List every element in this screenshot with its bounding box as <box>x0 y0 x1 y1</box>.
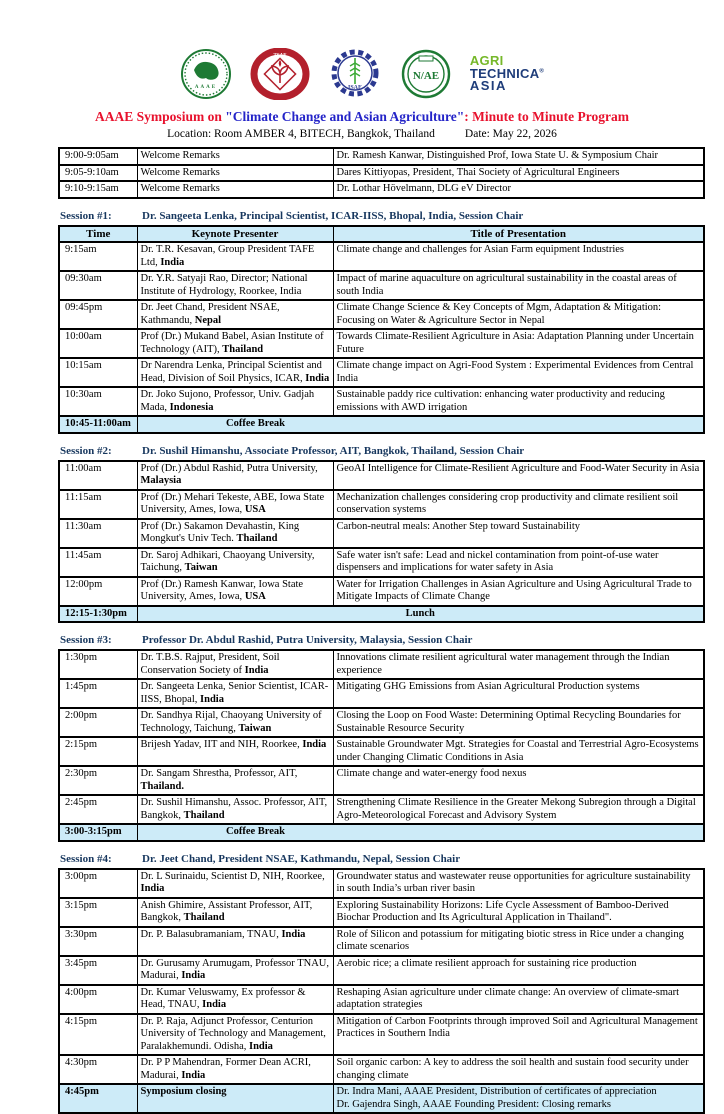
title-cell: Reshaping Asian agriculture under climate change: An overview of climate-smart adaptation strategies <box>333 985 704 1014</box>
title-cell: Climate Change Science & Key Concepts of Mgm, Adaptation & Mitigation: Focusing on Water & Agriculture Sector in Nepal <box>333 300 704 329</box>
table-row <box>59 737 704 766</box>
time-cell: 10:45-11:00am <box>59 416 137 433</box>
presenter-cell: Dr. P. Balasubramaniam, TNAU, India <box>137 927 333 956</box>
title-cell: Mitigating GHG Emissions from Asian Agricultural Production systems <box>333 679 704 708</box>
closing-detail-line1: Dr. Indra Mani, AAAE President, Distribution of certificates of appreciation <box>337 1086 701 1099</box>
break-label-cell: Lunch <box>137 606 704 623</box>
location-date-line <box>0 128 724 140</box>
title-cell: Impact of marine aquaculture on agricultural sustainability in the coastal areas of south India <box>333 271 704 300</box>
session-label: Session #3: <box>60 634 142 647</box>
title-cell: Soil organic carbon: A key to address the soil health and sustain food security under changing climate <box>333 1055 704 1084</box>
time-cell: 11:15am <box>59 490 137 519</box>
welcome-remarks-table <box>58 147 705 199</box>
presenter-cell: Dr. P P Mahendran, Former Dean ACRI, Madurai, India <box>137 1055 333 1084</box>
time-cell: 09:30am <box>59 271 137 300</box>
time-cell: 10:15am <box>59 358 137 387</box>
session-chair: Dr. Sangeeta Lenka, Principal Scientist, ICAR-IISS, Bhopal, India, Session Chair <box>142 210 523 223</box>
title-cell: Climate change impact on Agri-Food System : Experimental Evidences from Central India <box>333 358 704 387</box>
time-cell: 9:00-9:05am <box>59 148 137 165</box>
table-row <box>59 956 704 985</box>
time-cell: 09:45pm <box>59 300 137 329</box>
presenter-cell: Prof (Dr.) Mehari Tekeste, ABE, Iowa State University, Ames, Iowa, USA <box>137 490 333 519</box>
session-chair: Professor Dr. Abdul Rashid, Putra University, Malaysia, Session Chair <box>142 634 472 647</box>
coffee-break-row <box>59 416 704 433</box>
detail-cell: Dares Kittiyopas, President, Thai Society of Agricultural Engineers <box>333 165 704 182</box>
time-cell: 2:15pm <box>59 737 137 766</box>
presenter-cell: Dr. Joko Sujono, Professor, Univ. Gadjah Mada, Indonesia <box>137 387 333 416</box>
presenter-cell: Dr. Sangam Shrestha, Professor, AIT, Thailand. <box>137 766 333 795</box>
table-row <box>59 490 704 519</box>
aaae-logo <box>180 48 232 100</box>
title-column-header: Title of Presentation <box>333 226 704 243</box>
session-2-header <box>60 445 724 458</box>
time-cell: 4:45pm <box>59 1084 137 1113</box>
table-row <box>59 766 704 795</box>
time-cell: 1:45pm <box>59 679 137 708</box>
agritechnica-logo-line1: AGRI <box>470 55 544 67</box>
time-cell: 9:10-9:15am <box>59 181 137 198</box>
table-row <box>59 650 704 679</box>
title-cell: Sustainable paddy rice cultivation: enhancing water productivity and reducing emissions with AWD irrigation <box>333 387 704 416</box>
detail-cell: Dr. Lothar Hövelmann, DLG eV Director <box>333 181 704 198</box>
presenter-cell: Prof (Dr.) Mukand Babel, Asian Institute of Technology (AIT), Thailand <box>137 329 333 358</box>
coffee-break-row <box>59 824 704 841</box>
time-cell: 11:30am <box>59 519 137 548</box>
title-cell: Groundwater status and wastewater reuse opportunities for agriculture sustainability in south India’s urban river basin <box>333 869 704 898</box>
table-row <box>59 271 704 300</box>
aaae-logo-text: AAAE <box>195 85 217 90</box>
event-cell: Symposium closing <box>137 1084 333 1113</box>
presenter-cell: Dr. Jeet Chand, President NSAE, Kathmandu, Nepal <box>137 300 333 329</box>
presenter-cell: Dr. L Surinaidu, Scientist D, NIH, Roorkee, India <box>137 869 333 898</box>
tsae-logo <box>250 48 310 100</box>
time-cell: 3:15pm <box>59 898 137 927</box>
table-row <box>59 927 704 956</box>
table-row <box>59 358 704 387</box>
session-4-header <box>60 853 724 866</box>
logo-strip <box>0 48 724 100</box>
presenter-cell: Dr. Sushil Himanshu, Assoc. Professor, AIT, Bangkok, Thailand <box>137 795 333 824</box>
presenter-cell: Prof (Dr.) Ramesh Kanwar, Iowa State University, Ames, Iowa, USA <box>137 577 333 606</box>
title-cell: Climate change and water-energy food nexus <box>333 766 704 795</box>
tsae-logo-text: TSAE <box>273 54 287 59</box>
time-cell: 2:30pm <box>59 766 137 795</box>
time-cell: 4:30pm <box>59 1055 137 1084</box>
title-cell: Strengthening Climate Resilience in the Greater Mekong Subregion through a Digital Agro-Meteorological Forecast and Advisory System <box>333 795 704 824</box>
session-1-header <box>60 210 724 223</box>
table-row <box>59 300 704 329</box>
table-row <box>59 1014 704 1056</box>
time-cell: 3:00-3:15pm <box>59 824 137 841</box>
table-row <box>59 519 704 548</box>
table-row <box>59 165 704 182</box>
title-cell: Aerobic rice; a climate resilient approach for sustaining rice production <box>333 956 704 985</box>
time-cell: 2:45pm <box>59 795 137 824</box>
title-cell: Water for Irrigation Challenges in Asian Agriculture and Using Agricultural Trade to Mitigate Impacts of Climate Change <box>333 577 704 606</box>
table-row <box>59 461 704 490</box>
time-cell: 9:05-9:10am <box>59 165 137 182</box>
title-cell: Towards Climate-Resilient Agriculture in Asia: Adaptation Planning under Uncertain Future <box>333 329 704 358</box>
title-cell: Innovations climate resilient agricultural water management through the Indian experience <box>333 650 704 679</box>
symposium-closing-row <box>59 1084 704 1113</box>
session-label: Session #2: <box>60 445 142 458</box>
session-3-header <box>60 634 724 647</box>
title-cell: Safe water isn't safe: Lead and nickel contamination from point-of-use water dispensers and implications for water safety in Asia <box>333 548 704 577</box>
presenter-cell: Dr. Kumar Veluswamy, Ex professor & Head, TNAU, India <box>137 985 333 1014</box>
table-row <box>59 795 704 824</box>
page-title: AAAE Symposium on "Climate Change and Asian Agriculture": Minute to Minute Program <box>0 109 724 125</box>
time-cell: 11:45am <box>59 548 137 577</box>
table-row <box>59 148 704 165</box>
agritechnica-logo-line3: ASIA <box>470 80 544 92</box>
closing-detail-line2: Dr. Gajendra Singh, AAAE Founding President: Closing remarks <box>337 1099 701 1112</box>
table-row <box>59 329 704 358</box>
date-text: Date: May 22, 2026 <box>465 128 557 140</box>
break-label-cell: Coffee Break <box>137 416 704 433</box>
time-cell: 10:30am <box>59 387 137 416</box>
title-cell: Mechanization challenges considering crop productivity and climate resilient soil conservation systems <box>333 490 704 519</box>
presenter-cell: Dr. Sangeeta Lenka, Senior Scientist, ICAR-IISS, Bhopal, India <box>137 679 333 708</box>
closing-detail-cell <box>333 1084 704 1113</box>
session-2-table <box>58 460 705 624</box>
time-cell: 1:30pm <box>59 650 137 679</box>
break-label-cell: Coffee Break <box>137 824 704 841</box>
table-row <box>59 548 704 577</box>
presenter-cell: Dr Narendra Lenka, Principal Scientist and Head, Division of Soil Physics, ICAR, India <box>137 358 333 387</box>
table-row <box>59 242 704 271</box>
time-cell: 2:00pm <box>59 708 137 737</box>
agritechnica-logo-line2: TECHNICA® <box>470 68 544 80</box>
nae-logo <box>400 48 452 100</box>
presenter-cell: Dr. Sandhya Rijal, Chaoyang University of Technology, Taichung, Taiwan <box>137 708 333 737</box>
table-row <box>59 387 704 416</box>
location-text: Location: Room AMBER 4, BITECH, Bangkok, Thailand <box>167 128 435 140</box>
registered-mark-icon: ® <box>539 69 544 75</box>
presenter-column-header: Keynote Presenter <box>137 226 333 243</box>
table-row <box>59 869 704 898</box>
time-cell: 9:15am <box>59 242 137 271</box>
presenter-cell: Dr. T.B.S. Rajput, President, Soil Conservation Society of India <box>137 650 333 679</box>
session-label: Session #1: <box>60 210 142 223</box>
time-cell: 4:00pm <box>59 985 137 1014</box>
title-cell: Closing the Loop on Food Waste: Determining Optimal Recycling Boundaries for Sustainable Resource Security <box>333 708 704 737</box>
title-cell: Sustainable Groundwater Mgt. Strategies for Coastal and Terrestrial Agro-Ecosystems under Changing Climatic Conditions in Asia <box>333 737 704 766</box>
time-cell: 10:00am <box>59 329 137 358</box>
session-chair: Dr. Sushil Himanshu, Associate Professor, AIT, Bangkok, Thailand, Session Chair <box>142 445 524 458</box>
time-cell: 3:45pm <box>59 956 137 985</box>
lunch-row <box>59 606 704 623</box>
session-chair: Dr. Jeet Chand, President NSAE, Kathmandu, Nepal, Session Chair <box>142 853 460 866</box>
presenter-cell: Dr. P. Raja, Adjunct Professor, Centurion University of Technology and Management, Paralakhemundi. Odisha, India <box>137 1014 333 1056</box>
presenter-cell: Dr. Y.R. Satyaji Rao, Director; National Institute of Hydrology, Roorkee, India <box>137 271 333 300</box>
isae-logo-text: ISAE <box>348 85 362 91</box>
presenter-cell: Prof (Dr.) Sakamon Devahastin, King Mongkut's Univ Tech. Thailand <box>137 519 333 548</box>
time-cell: 3:00pm <box>59 869 137 898</box>
detail-cell: Dr. Ramesh Kanwar, Distinguished Prof, Iowa State U. & Symposium Chair <box>333 148 704 165</box>
table-row <box>59 708 704 737</box>
event-cell: Welcome Remarks <box>137 165 333 182</box>
table-row <box>59 679 704 708</box>
title-cell: Climate change and challenges for Asian Farm equipment Industries <box>333 242 704 271</box>
time-cell: 12:00pm <box>59 577 137 606</box>
event-cell: Welcome Remarks <box>137 181 333 198</box>
table-row <box>59 1055 704 1084</box>
presenter-cell: Dr. T.R. Kesavan, Group President TAFE Ltd, India <box>137 242 333 271</box>
title-cell: Exploring Sustainability Horizons: Life Cycle Assessment of Bamboo-Derived Biochar Production and Its Agricultural Application in Thailand". <box>333 898 704 927</box>
session-label: Session #4: <box>60 853 142 866</box>
session-4-table <box>58 868 705 1114</box>
event-cell: Welcome Remarks <box>137 148 333 165</box>
presenter-cell: Dr. Gurusamy Arumugam, Professor TNAU, Madurai, India <box>137 956 333 985</box>
title-cell: Role of Silicon and potassium for mitigating biotic stress in Rice under a changing climate scenarios <box>333 927 704 956</box>
presenter-cell: Prof (Dr.) Abdul Rashid, Putra University, Malaysia <box>137 461 333 490</box>
agritechnica-asia-logo <box>470 55 544 92</box>
time-cell: 3:30pm <box>59 927 137 956</box>
time-cell: 12:15-1:30pm <box>59 606 137 623</box>
table-row <box>59 985 704 1014</box>
session-3-table <box>58 649 705 842</box>
column-header-row <box>59 226 704 243</box>
presenter-cell: Dr. Saroj Adhikari, Chaoyang University, Taichung, Taiwan <box>137 548 333 577</box>
table-row <box>59 577 704 606</box>
title-cell: Mitigation of Carbon Footprints through improved Soil and Agricultural Management Practices in Southern India <box>333 1014 704 1056</box>
table-row <box>59 181 704 198</box>
isae-logo <box>328 48 382 100</box>
time-column-header: Time <box>59 226 137 243</box>
time-cell: 11:00am <box>59 461 137 490</box>
session-1-table <box>58 225 705 434</box>
presenter-cell: Anish Ghimire, Assistant Professor, AIT, Bangkok, Thailand <box>137 898 333 927</box>
title-cell: Carbon-neutral meals: Another Step toward Sustainability <box>333 519 704 548</box>
presenter-cell: Brijesh Yadav, IIT and NIH, Roorkee, India <box>137 737 333 766</box>
table-row <box>59 898 704 927</box>
nae-logo-text: N/AE <box>413 70 439 82</box>
title-cell: GeoAI Intelligence for Climate-Resilient Agriculture and Food-Water Security in Asia <box>333 461 704 490</box>
time-cell: 4:15pm <box>59 1014 137 1056</box>
